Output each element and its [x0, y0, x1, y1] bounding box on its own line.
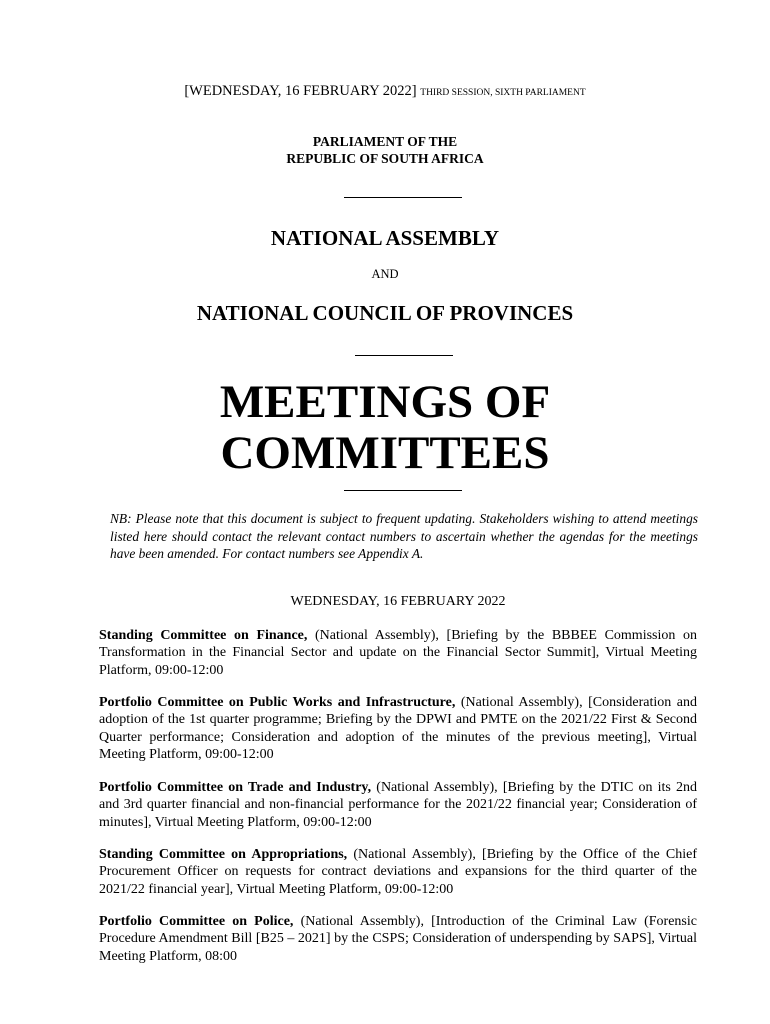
meeting-details: (National Assembly), [Introduction of the Criminal Law (Forensic Procedure Amendment Bill [B25 – 2021] by the CSPS; Consideration of underspending by SAPS], Virtual Meeting Platform, 08:00 — [99, 914, 697, 964]
meeting-entry — [99, 779, 697, 831]
committee-name: Portfolio Committee on Trade and Industry, — [99, 780, 372, 795]
parliament-line-2: REPUBLIC OF SOUTH AFRICA — [286, 151, 484, 166]
parliament-line-1: PARLIAMENT OF THE — [312, 134, 458, 149]
divider-1 — [344, 197, 462, 198]
meeting-details: (National Assembly), [Briefing by the BBBEE Commission on Transformation in the Financial Sector and update on the Financial Sector Summit], Virtual Meeting Platform, 09:00-12:00 — [99, 628, 698, 678]
update-notice: NB: Please note that this document is subject to frequent updating. Stakeholders wishing to attend meetings listed here should contact the relevant contact numbers to ascertain whether the agendas for the meetings have been amended. For contact numbers see Appendix A. — [110, 511, 698, 561]
meeting-details: (National Assembly), [Briefing by the Office of the Chief Procurement Officer on requests for contract deviations and expansions for the third quarter of the 2021/22 financial year], Virtual Meeting Platform, 09:00-12:00 — [99, 847, 697, 897]
meeting-entry — [99, 846, 697, 898]
ncop-title: NATIONAL COUNCIL OF PROVINCES — [196, 301, 574, 325]
meeting-details: (National Assembly), [Consideration and adoption of the 1st quarter programme; Briefing by the DPWI and PMTE on the 2021/22 First & Second Quarter performance; Consideration and adoption of the minutes of the previous meeting], Virtual Meeting Platform, 09:00-12:00 — [99, 695, 698, 762]
header-session: THIRD SESSION, SIXTH PARLIAMENT — [420, 88, 586, 98]
main-title — [0, 377, 770, 479]
national-assembly-title: NATIONAL ASSEMBLY — [270, 226, 500, 250]
divider-3 — [344, 490, 462, 491]
divider-2 — [355, 355, 453, 356]
header-date: [WEDNESDAY, 16 FEBRUARY 2022] — [184, 83, 417, 99]
meeting-entry — [99, 913, 697, 965]
committee-name: Standing Committee on Appropriations, — [99, 847, 348, 862]
meeting-entry — [99, 694, 697, 763]
committee-name: Portfolio Committee on Police, — [99, 914, 294, 929]
meeting-details: (National Assembly), [Briefing by the DTIC on its 2nd and 3rd quarter financial and non-financial performance for the 2021/22 financial year; Consideration of minutes], Virtual Meeting Platform, 09:00-12:00 — [99, 780, 697, 830]
and-label: AND — [371, 267, 399, 281]
committee-name: Standing Committee on Finance, — [99, 628, 308, 643]
main-title-line-2: COMMITTEES — [220, 427, 550, 479]
date-heading: WEDNESDAY, 16 FEBRUARY 2022 — [290, 594, 506, 609]
main-title-line-1: MEETINGS OF — [219, 376, 551, 428]
meeting-entry — [99, 627, 697, 679]
parliament-heading — [0, 133, 770, 167]
committee-name: Portfolio Committee on Public Works and Infrastructure, — [99, 695, 456, 710]
document-header — [0, 83, 770, 100]
